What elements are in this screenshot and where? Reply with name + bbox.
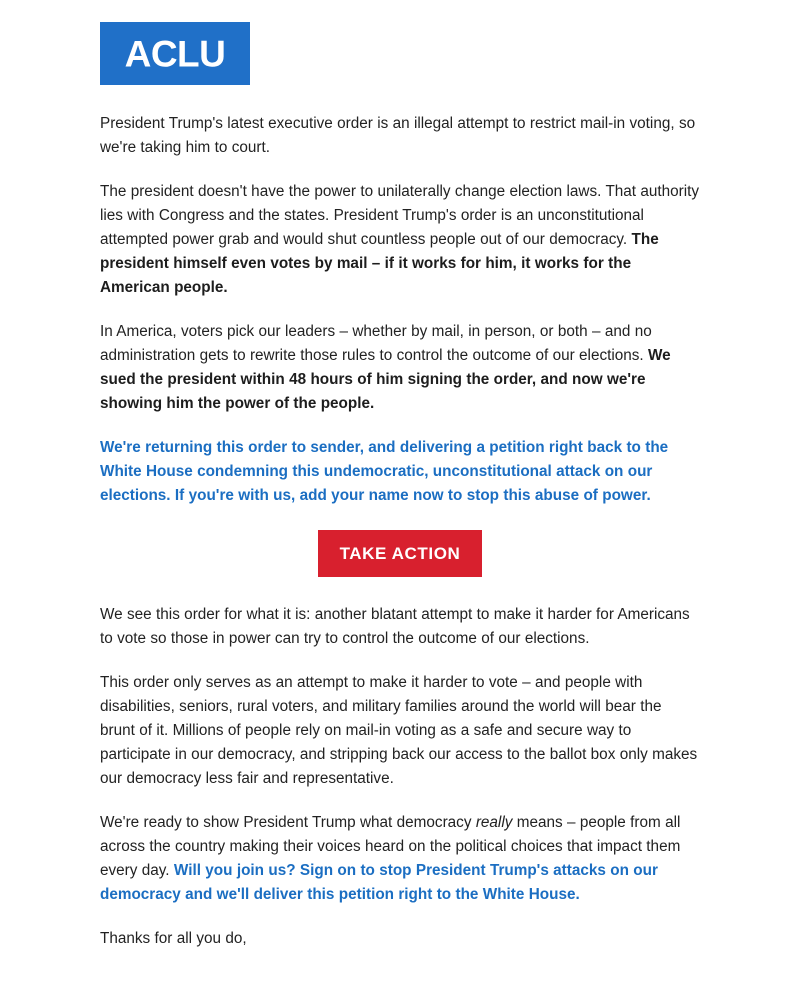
petition-link[interactable]: We're returning this order to sender, and delivering a petition right back to the White House condemning this undemocratic, unconstitutional attack on our elections. If you're with us, add your name now to stop this abuse of power.: [100, 439, 669, 504]
paragraph-1-text: President Trump's latest executive order is an illegal attempt to restrict mail-in voting, so we're taking him to court.: [100, 115, 696, 156]
email-content: [0, 112, 800, 951]
paragraph-7-italic-emphasis: really: [475, 814, 513, 831]
paragraph-5-text: We see this order for what it is: another blatant attempt to make it harder for Americans to vote so those in power can try to control the outcome of our elections.: [100, 606, 690, 647]
paragraph-3: [100, 320, 700, 416]
paragraph-7-text-a: We're ready to show President Trump what democracy: [100, 814, 476, 831]
aclu-logo-text: ACLU: [124, 33, 226, 74]
take-action-button[interactable]: TAKE ACTION: [318, 530, 483, 577]
paragraph-6-text: This order only serves as an attempt to make it harder to vote – and people with disabilities, seniors, rural voters, and military families around the world will bear the brunt of it. Millions of people rely on mail-in voting as a safe and secure way to participate in our democracy, and stripping back our access to the ballot box only makes our democracy less fair and representative.: [100, 674, 698, 787]
closing-line: Thanks for all you do,: [100, 930, 247, 947]
paragraph-6: [100, 671, 700, 791]
paragraph-3-text: In America, voters pick our leaders – whether by mail, in person, or both – and no administration gets to rewrite those rules to control the outcome of our elections.: [100, 323, 652, 364]
paragraph-2-text: The president doesn't have the power to unilaterally change election laws. That authority lies with Congress and the states. President Trump's order is an unconstitutional attempted power grab and would shut countless people out of our democracy.: [100, 183, 700, 248]
paragraph-5: [100, 603, 700, 651]
paragraph-2: [100, 180, 700, 300]
paragraph-1: [100, 112, 700, 160]
aclu-logo[interactable]: [100, 22, 250, 85]
paragraph-7-text-b: means – people from all across the country making their voices heard on the political choices that impact them every day.: [100, 814, 681, 879]
paragraph-3-bold-text: We sued the president within 48 hours of him signing the order, and now we're showing him the power of the people.: [100, 347, 671, 412]
cta-container: [100, 530, 700, 577]
paragraph-7: [100, 811, 700, 907]
logo-block: [0, 0, 800, 90]
petition-link-paragraph: [100, 436, 700, 508]
join-us-link[interactable]: Will you join us? Sign on to stop President Trump's attacks on our democracy and we'll deliver this petition right to the White House.: [100, 862, 658, 903]
paragraph-2-bold-text: The president himself even votes by mail – if it works for him, it works for the American people.: [100, 231, 659, 296]
